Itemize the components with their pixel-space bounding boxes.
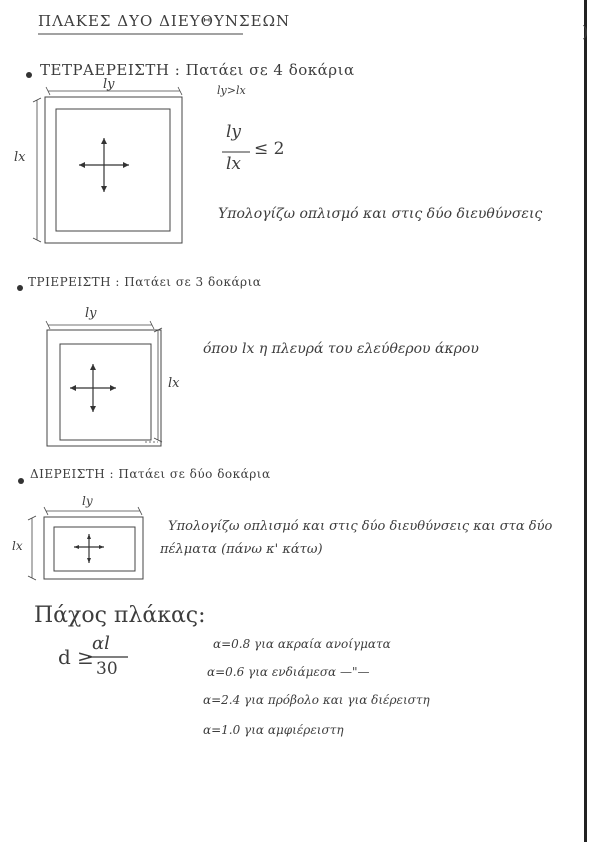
ratio-limit: ≤ 2 [254,139,285,159]
di-note-line2: πέλματα (πάνω κ' κάτω) [160,542,323,557]
tri-dim-lx: lx [168,376,180,391]
tri-dim-ly: ly [85,306,97,321]
alpha-row-3: α=1.0 για αμφιέρειστη [203,723,344,737]
ratio-numerator: ly [226,122,242,142]
tetra-note: Υπολογίζω οπλισμό και στις δύο διευθύνσεις [218,206,543,222]
heading-diereisti: ΔΙΕΡΕΙΣΤΗ : Πατάει σε δύο δοκάρια [30,467,271,481]
margin-mark: ) [582,22,589,41]
tri-note: όπου lx η πλευρά του ελεύθερου άκρου [203,341,479,357]
thickness-heading: Πάχος πλάκας: [34,603,206,628]
heading-tetraereisti: ΤΕΤΡΑΕΡΕΙΣΤΗ : Πατάει σε 4 δοκάρια [40,61,355,79]
alpha-row-1: α=0.6 για ενδιάμεσα —"— [207,665,370,679]
di-dim-lx: lx [12,539,23,553]
formula-numerator: αl [92,633,110,654]
alpha-row-2: α=2.4 για πρόβολο και για διέρειστη [203,693,430,707]
heading-triereisti: ΤΡΙΕΡΕΙΣΤΗ : Πατάει σε 3 δοκάρια [28,275,262,289]
formula-lhs: d ≥ [58,645,94,669]
ratio-denominator: lx [226,154,242,174]
tetra-dim-ly: ly [103,77,115,92]
di-dim-ly: ly [82,494,93,508]
di-note-line1: Υπολογίζω οπλισμό και στις δύο διευθύνσεις και στα δύο [168,519,553,534]
alpha-row-0: α=0.8 για ακραία ανοίγματα [213,637,391,651]
page-title: ΠΛΑΚΕΣ ΔΥΟ ΔΙΕΥΘΥΝΣΕΩΝ [38,12,291,30]
formula-denominator: 30 [96,659,118,679]
tetra-dim-lx: lx [14,150,26,165]
condition-ly-gt-lx: ly>lx [217,84,246,97]
